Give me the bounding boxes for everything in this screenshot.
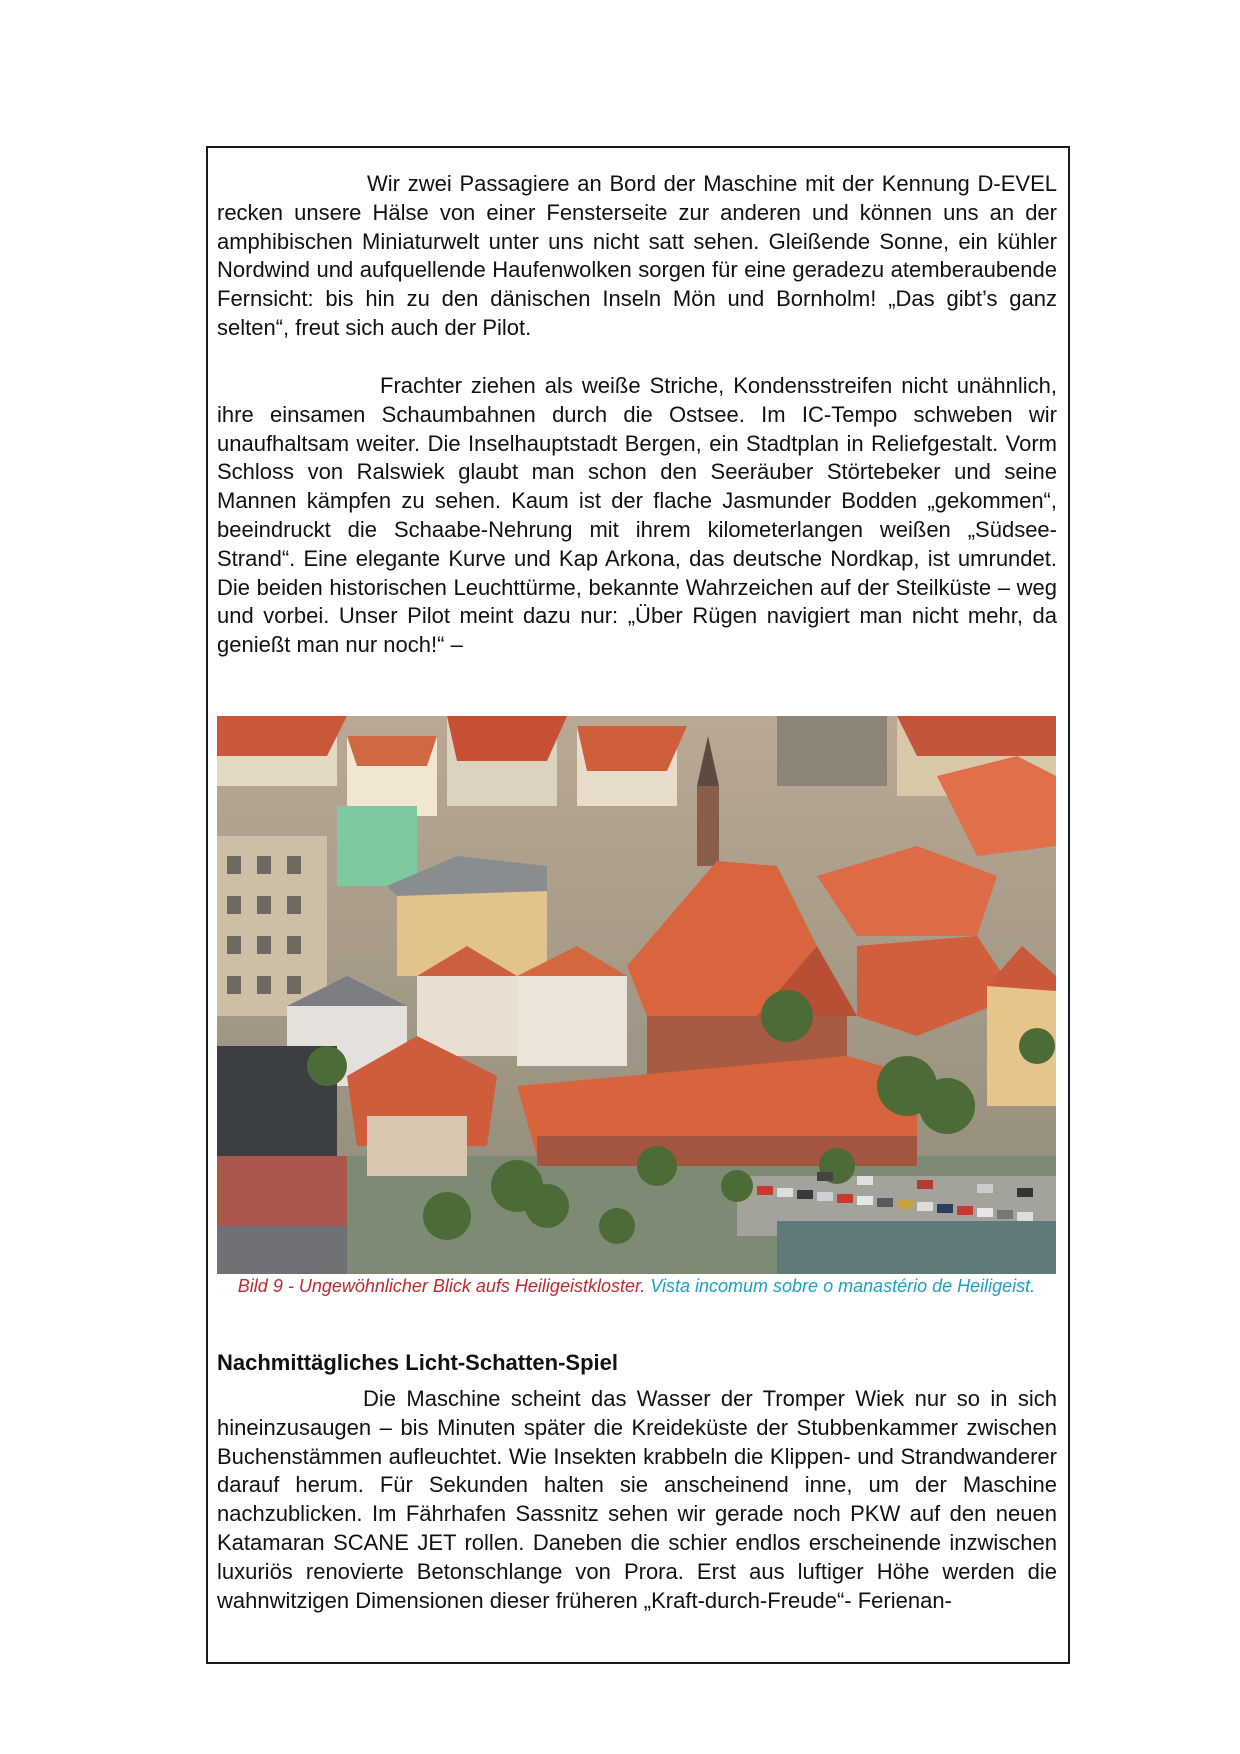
aerial-photo-heiligeistkloster	[217, 716, 1056, 1274]
section-heading: Nachmittägliches Licht-Schatten-Spiel	[217, 1350, 618, 1375]
figure-caption	[217, 1274, 1056, 1298]
paragraph-1-text: Wir zwei Passagiere an Bord der Maschine mit der Kennung D-EVEL recken unsere Hälse von einer Fensterseite zur anderen und können uns an der amphibischen Miniaturwelt unter uns nicht satt sehen. Gleißende Sonne, ein kühler Nordwind und aufquellende Haufenwolken sorgen für eine geradezu atemberaubende Fernsicht: bis hin zu den dänischen Inseln Mön und Bornholm! „Das gibt’s ganz selten“, freut sich auch der Pilot.	[217, 171, 1057, 340]
caption-portuguese: Vista incomum sobre o manastério de Heiligeist.	[650, 1276, 1036, 1296]
caption-german: Bild 9 - Ungewöhnlicher Blick aufs Heiligeistkloster.	[237, 1276, 646, 1296]
paragraph-3	[217, 1385, 1057, 1615]
paragraph-1	[217, 170, 1057, 343]
paragraph-2-text: Frachter ziehen als weiße Striche, Kondensstreifen nicht unähnlich, ihre einsamen Schaumbahnen durch die Ostsee. Im IC-Tempo schweben wir unaufhaltsam weiter. Die Inselhauptstadt Bergen, ein Stadtplan in Reliefgestalt. Vorm Schloss von Ralswiek glaubt man schon den Seeräuber Störtebeker und seine Mannen kämpfen zu sehen. Kaum ist der flache Jasmunder Bodden „gekommen“, beeindruckt die Schaabe-Nehrung mit ihrem kilometerlangen weißen „Südsee-Strand“. Eine elegante Kurve und Kap Arkona, das deutsche Nordkap, ist umrundet. Die beiden historischen Leuchttürme, bekannte Wahrzeichen auf der Steilküste – weg und vorbei. Unser Pilot meint dazu nur: „Über Rügen navigiert man nicht mehr, da genießt man nur noch!“ –	[217, 373, 1057, 658]
paragraph-3-text: Die Maschine scheint das Wasser der Tromper Wiek nur so in sich hineinzusaugen – bis Minuten später die Kreideküste der Stubbenkammer zwischen Buchenstämmen aufleuchtet. Wie Insekten krabbeln die Klippen- und Strandwanderer darauf herum. Für Sekunden halten sie anscheinend inne, um der Maschine nachzublicken. Im Fährhafen Sassnitz sehen wir gerade noch PKW auf den neuen Katamaran SCANE JET rollen. Daneben die schier endlos erscheinende inzwischen luxuriös renovierte Betonschlange von Prora. Erst aus luftiger Höhe werden die wahnwitzigen Dimensionen dieser früheren „Kraft-durch-Freude“- Ferienan-	[217, 1386, 1057, 1613]
paragraph-2	[217, 372, 1057, 660]
